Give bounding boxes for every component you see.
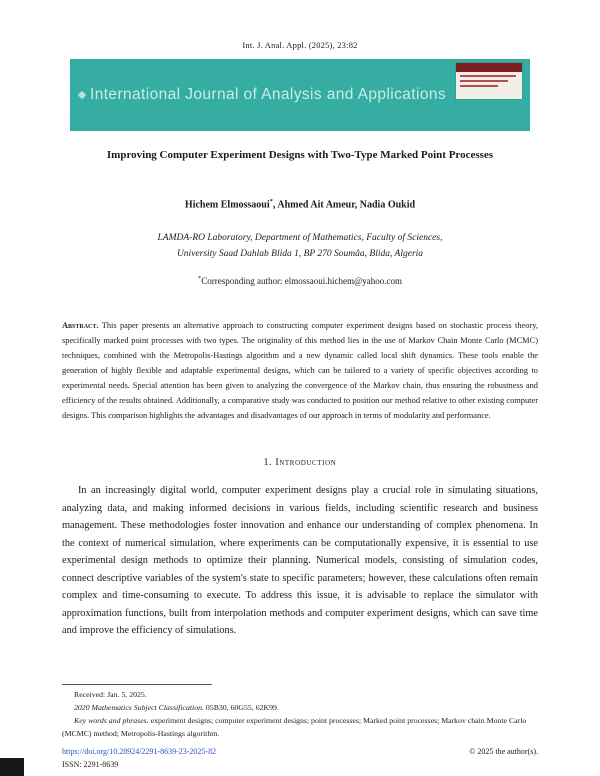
journal-name: International Journal of Analysis and Applications bbox=[90, 86, 447, 103]
copyright-notice: © 2025 the author(s). bbox=[469, 747, 538, 756]
corresponding-author-marker: * bbox=[269, 198, 273, 205]
keywords-text: experiment designs; computer experiment designs; point processes; Marked point processes; Markov chain Monte Carlo (MCMC) method; Metropolis-Hastings algorithm. bbox=[62, 716, 527, 738]
footnote-block bbox=[62, 684, 538, 740]
journal-cover-logo bbox=[456, 63, 522, 99]
introduction-paragraph: In an increasingly digital world, computer experiment designs play a crucial role in simulating situations, analyzing data, and making informed decisions in various fields, including scientific research and business management. These methodologies foster innovation and enhance our understanding of complex phenomena. In the context of numerical simulation, where experiments can be computationally expensive, it is essential to use experimental design methods to optimize their planning. Numerical models, consisting of simulation codes, connect descriptive variables of the system's state to specific parameters; however, these calculations often remain complex and time-consuming to execute. To address this issue, it is advisable to replace the simulator with approximation functions, built from interpolation methods and computer experiment designs, which can save time and improve the efficiency of simulations. bbox=[62, 485, 538, 637]
abstract-text: This paper presents an alternative approach to constructing computer experiment designs based on stochastic process theory, specifically marked point processes with two types. The originality of this method lies in the use of Markov Chain Monte Carlo (MCMC) techniques, combined with the Metropolis-Hastings algorithm and a new dynamic called local shift dynamics. These tools enable the generation of highly flexible and adaptable experimental designs, which can be tailored to a variety of specific objectives according to experimental needs. Special attention has been given to analyzing the convergence of the Markov chain, thus ensuring the robustness and efficiency of the results obtained. Additionally, a comparative study was conducted to position our method relative to other existing computer designs. This comparison highlights the advantages and disadvantages of our approach in terms of modularity and performance. bbox=[62, 321, 538, 421]
logo-text-line bbox=[460, 80, 508, 82]
authors-line bbox=[0, 198, 600, 210]
issn-line: ISSN: 2291-8639 bbox=[62, 760, 119, 769]
scan-corner-artifact bbox=[0, 758, 24, 776]
abstract-paragraph bbox=[62, 318, 538, 423]
footer-line bbox=[62, 747, 538, 756]
affiliation-line-1: LAMDA-RO Laboratory, Department of Mathematics, Faculty of Sciences, bbox=[157, 233, 443, 244]
corresponding-author-line bbox=[0, 275, 600, 286]
abstract-label: Abstract. bbox=[62, 321, 99, 331]
affiliation-line-2: University Saad Dahlab Blida 1, BP 270 Soumâa, Blida, Algeria bbox=[176, 249, 424, 260]
diamond-icon bbox=[78, 91, 86, 99]
corresponding-text: Corresponding author: elmossaoui.hichem@yahoo.com bbox=[201, 276, 402, 287]
footnote-rule bbox=[62, 684, 212, 685]
msc-line bbox=[62, 701, 538, 714]
journal-banner bbox=[70, 59, 530, 131]
logo-text-line bbox=[460, 85, 498, 87]
keywords-line bbox=[62, 714, 538, 740]
section-heading-introduction: 1. Introduction bbox=[263, 457, 337, 469]
logo-text-line bbox=[460, 75, 516, 77]
affiliation bbox=[0, 230, 600, 262]
authors-rest: , Ahmed Ait Ameur, Nadia Oukid bbox=[272, 199, 416, 211]
msc-codes: 05B30, 60G55, 62K99. bbox=[205, 703, 279, 712]
msc-label: 2020 Mathematics Subject Classification. bbox=[74, 703, 204, 712]
received-date: Received: Jan. 5, 2025. bbox=[74, 690, 147, 699]
article-title: Improving Computer Experiment Designs with Two-Type Marked Point Processes bbox=[106, 149, 494, 161]
corresponding-star: * bbox=[197, 275, 202, 283]
keywords-label: Key words and phrases. bbox=[74, 716, 149, 725]
journal-reference: Int. J. Anal. Appl. (2025), 23:82 bbox=[242, 40, 358, 50]
author-lead: Hichem Elmossaoui bbox=[184, 199, 270, 211]
logo-maroon-bar bbox=[456, 63, 522, 72]
doi-link[interactable]: https://doi.org/10.28924/2291-8639-23-2025-82 bbox=[62, 747, 217, 756]
